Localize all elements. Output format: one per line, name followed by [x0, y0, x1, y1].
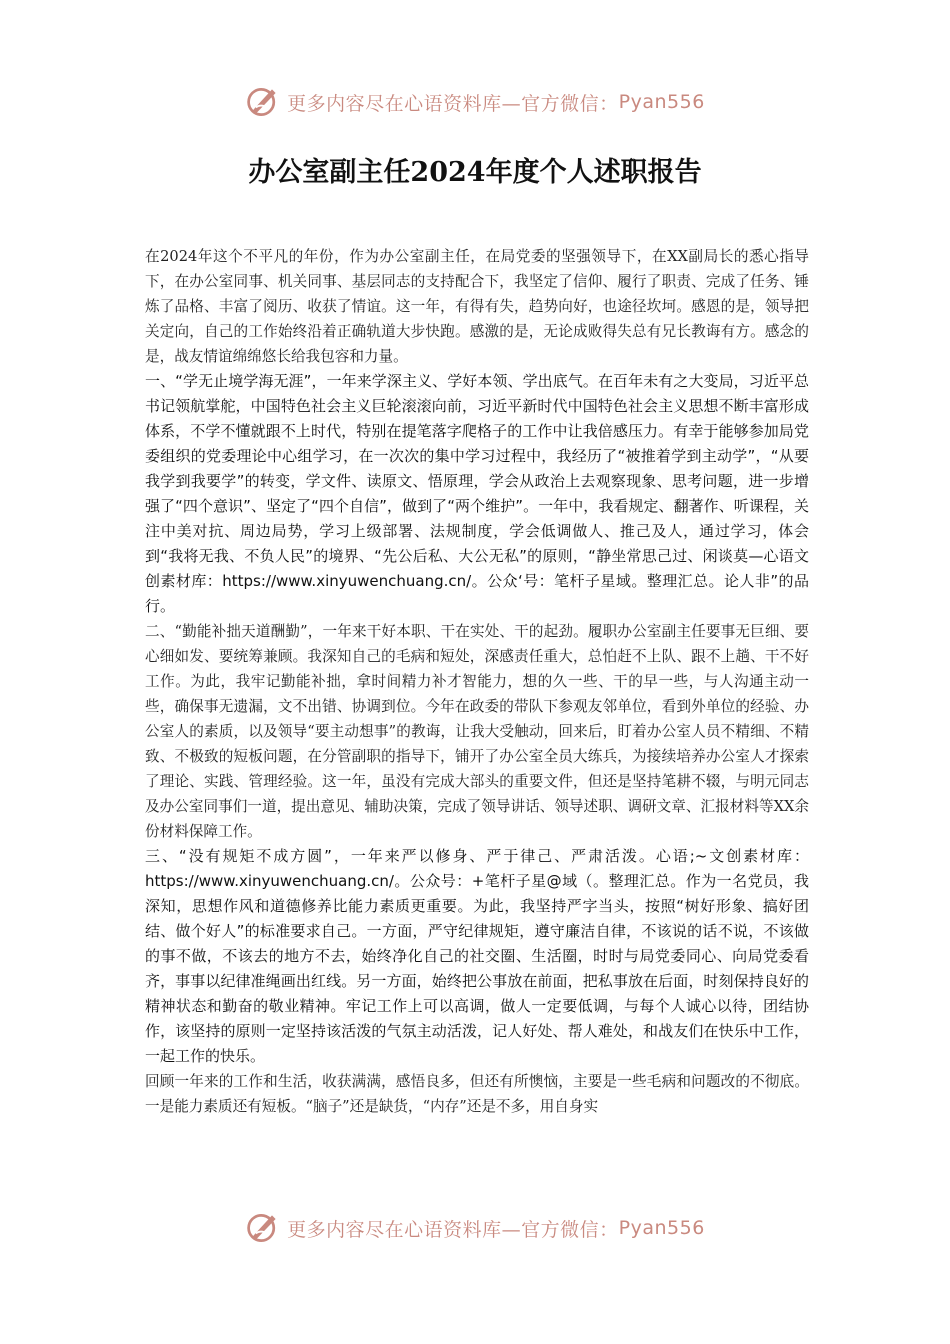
watermark-brand-text: 更多内容尽在心语资料库—官方微信：	[287, 92, 619, 115]
watermark-contact: Pyan556	[618, 91, 705, 113]
watermark-header	[0, 84, 950, 120]
pen-logo-icon	[245, 1210, 281, 1246]
watermark-contact: Pyan556	[618, 1217, 705, 1239]
watermark-brand-text: 更多内容尽在心语资料库—官方微信：	[287, 1218, 619, 1241]
paragraph-section-3: 三、“没有规矩不成方圆”，一年来严以修身、严于律己、严肃活泼。心语;~文创素材库：https://www.xinyuwenchuang.cn/。公众号：+笔杆子星@域（。整理汇总。作为一名党员，我深知，思想作风和道德修养比能力素质更重要。为此，我坚持严字当头，按照“树好形象、搞好团结、做个好人”的标准要求自己。一方面，严守纪律规矩，遵守廉洁自律，不该说的话不说，不该做的事不做，不该去的地方不去，始终净化自己的社交圈、生活圈，时时与局党委同心、向局党委看齐，事事以纪律准绳画出红线。另一方面，始终把公事放在前面，把私事放在后面，时刻保持良好的精神状态和勤奋的敬业精神。牢记工作上可以高调，做人一定要低调，与每个人诚心以待，团结协作，该坚持的原则一定坚持该活泼的气氛主动活泼，记人好处、帮人难处，和战友们在快乐中工作，一起工作的快乐。	[145, 847, 809, 1065]
watermark-footer	[0, 1210, 950, 1246]
paragraph-section-2: 二、“勤能补拙天道酬勤”，一年来干好本职、干在实处、干的起劲。履职办公室副主任要事无巨细、要心细如发、要统筹兼顾。我深知自己的毛病和短处，深感责任重大，总怕赶不上队、跟不上趟、干不好工作。为此，我牢记勤能补拙，拿时间精力补才智能力，想的久一些、干的早一些，与人沟通主动一些，确保事无遗漏，文不出错、协调到位。今年在政委的带队下参观友邻单位，看到外单位的经验、办公室人的素质，以及领导“要主动想事”的教诲，让我大受触动，回来后，盯着办公室人员不精细、不精致、不极致的短板问题，在分管副职的指导下，铺开了办公室全员大练兵，为接续培养办公室人才探索了理论、实践、管理经验。这一年，虽没有完成大部头的重要文件，但还是坚持笔耕不辍，与明元同志及办公室同事们一道，提出意见、辅助决策，完成了领导讲话、领导述职、调研文章、汇报材料等XX余份材料保障工作。	[145, 623, 809, 840]
document-body	[145, 244, 809, 1119]
document-title: 办公室副主任2024年度个人述职报告	[248, 157, 702, 188]
paragraph-intro: 在2024年这个不平凡的年份，作为办公室副主任，在局党委的坚强领导下，在XX副局长的悉心指导下，在办公室同事、机关同事、基层同志的支持配合下，我坚定了信仰、履行了职责、完成了任务、锤炼了品格、丰富了阅历、收获了情谊。这一年，有得有失，趋势向好，也途径坎坷。感恩的是，领导把关定向，自己的工作始终沿着正确轨道大步快跑。感激的是，无论成败得失总有兄长教诲有方。感念的是，战友情谊绵绵悠长给我包容和力量。	[145, 248, 809, 365]
paragraph-section-1: 一、“学无止境学海无涯”，一年来学深主义、学好本领、学出底气。在百年未有之大变局，习近平总书记领航掌舵，中国特色社会主义巨轮滚滚向前，习近平新时代中国特色社会主义思想不断丰富形成体系，不学不懂就跟不上时代，特别在提笔落字爬格子的工作中让我倍感压力。有幸于能够参加局党委组织的党委理论中心组学习，在一次次的集中学习过程中，我经历了“被推着学到主动学”，“从要我学到我要学”的转变，学文件、读原文、悟原理，学会从政治上去观察现象、思考问题，进一步增强了“四个意识”、坚定了“四个自信”，做到了“两个维护”。一年中，我看规定、翻著作、听课程，关注中美对抗、周边局势，学习上级部署、法规制度，学会低调做人、推己及人，通过学习，体会到“我将无我、不负人民”的境界、“先公后私、大公无私”的原则，“静坐常思己过、闲谈莫—心语文创素材库：https://www.xinyuwenchuang.cn/。公众‘号：笔杆子星域。整理汇总。论人非”的品行。	[145, 372, 809, 615]
pen-logo-icon	[245, 84, 281, 120]
paragraph-review: 回顾一年来的工作和生活，收获满满，感悟良多，但还有所懊恼，主要是一些毛病和问题改的不彻底。一是能力素质还有短板。“脑子”还是缺货，“内存”还是不多，用自身实	[145, 1073, 809, 1115]
